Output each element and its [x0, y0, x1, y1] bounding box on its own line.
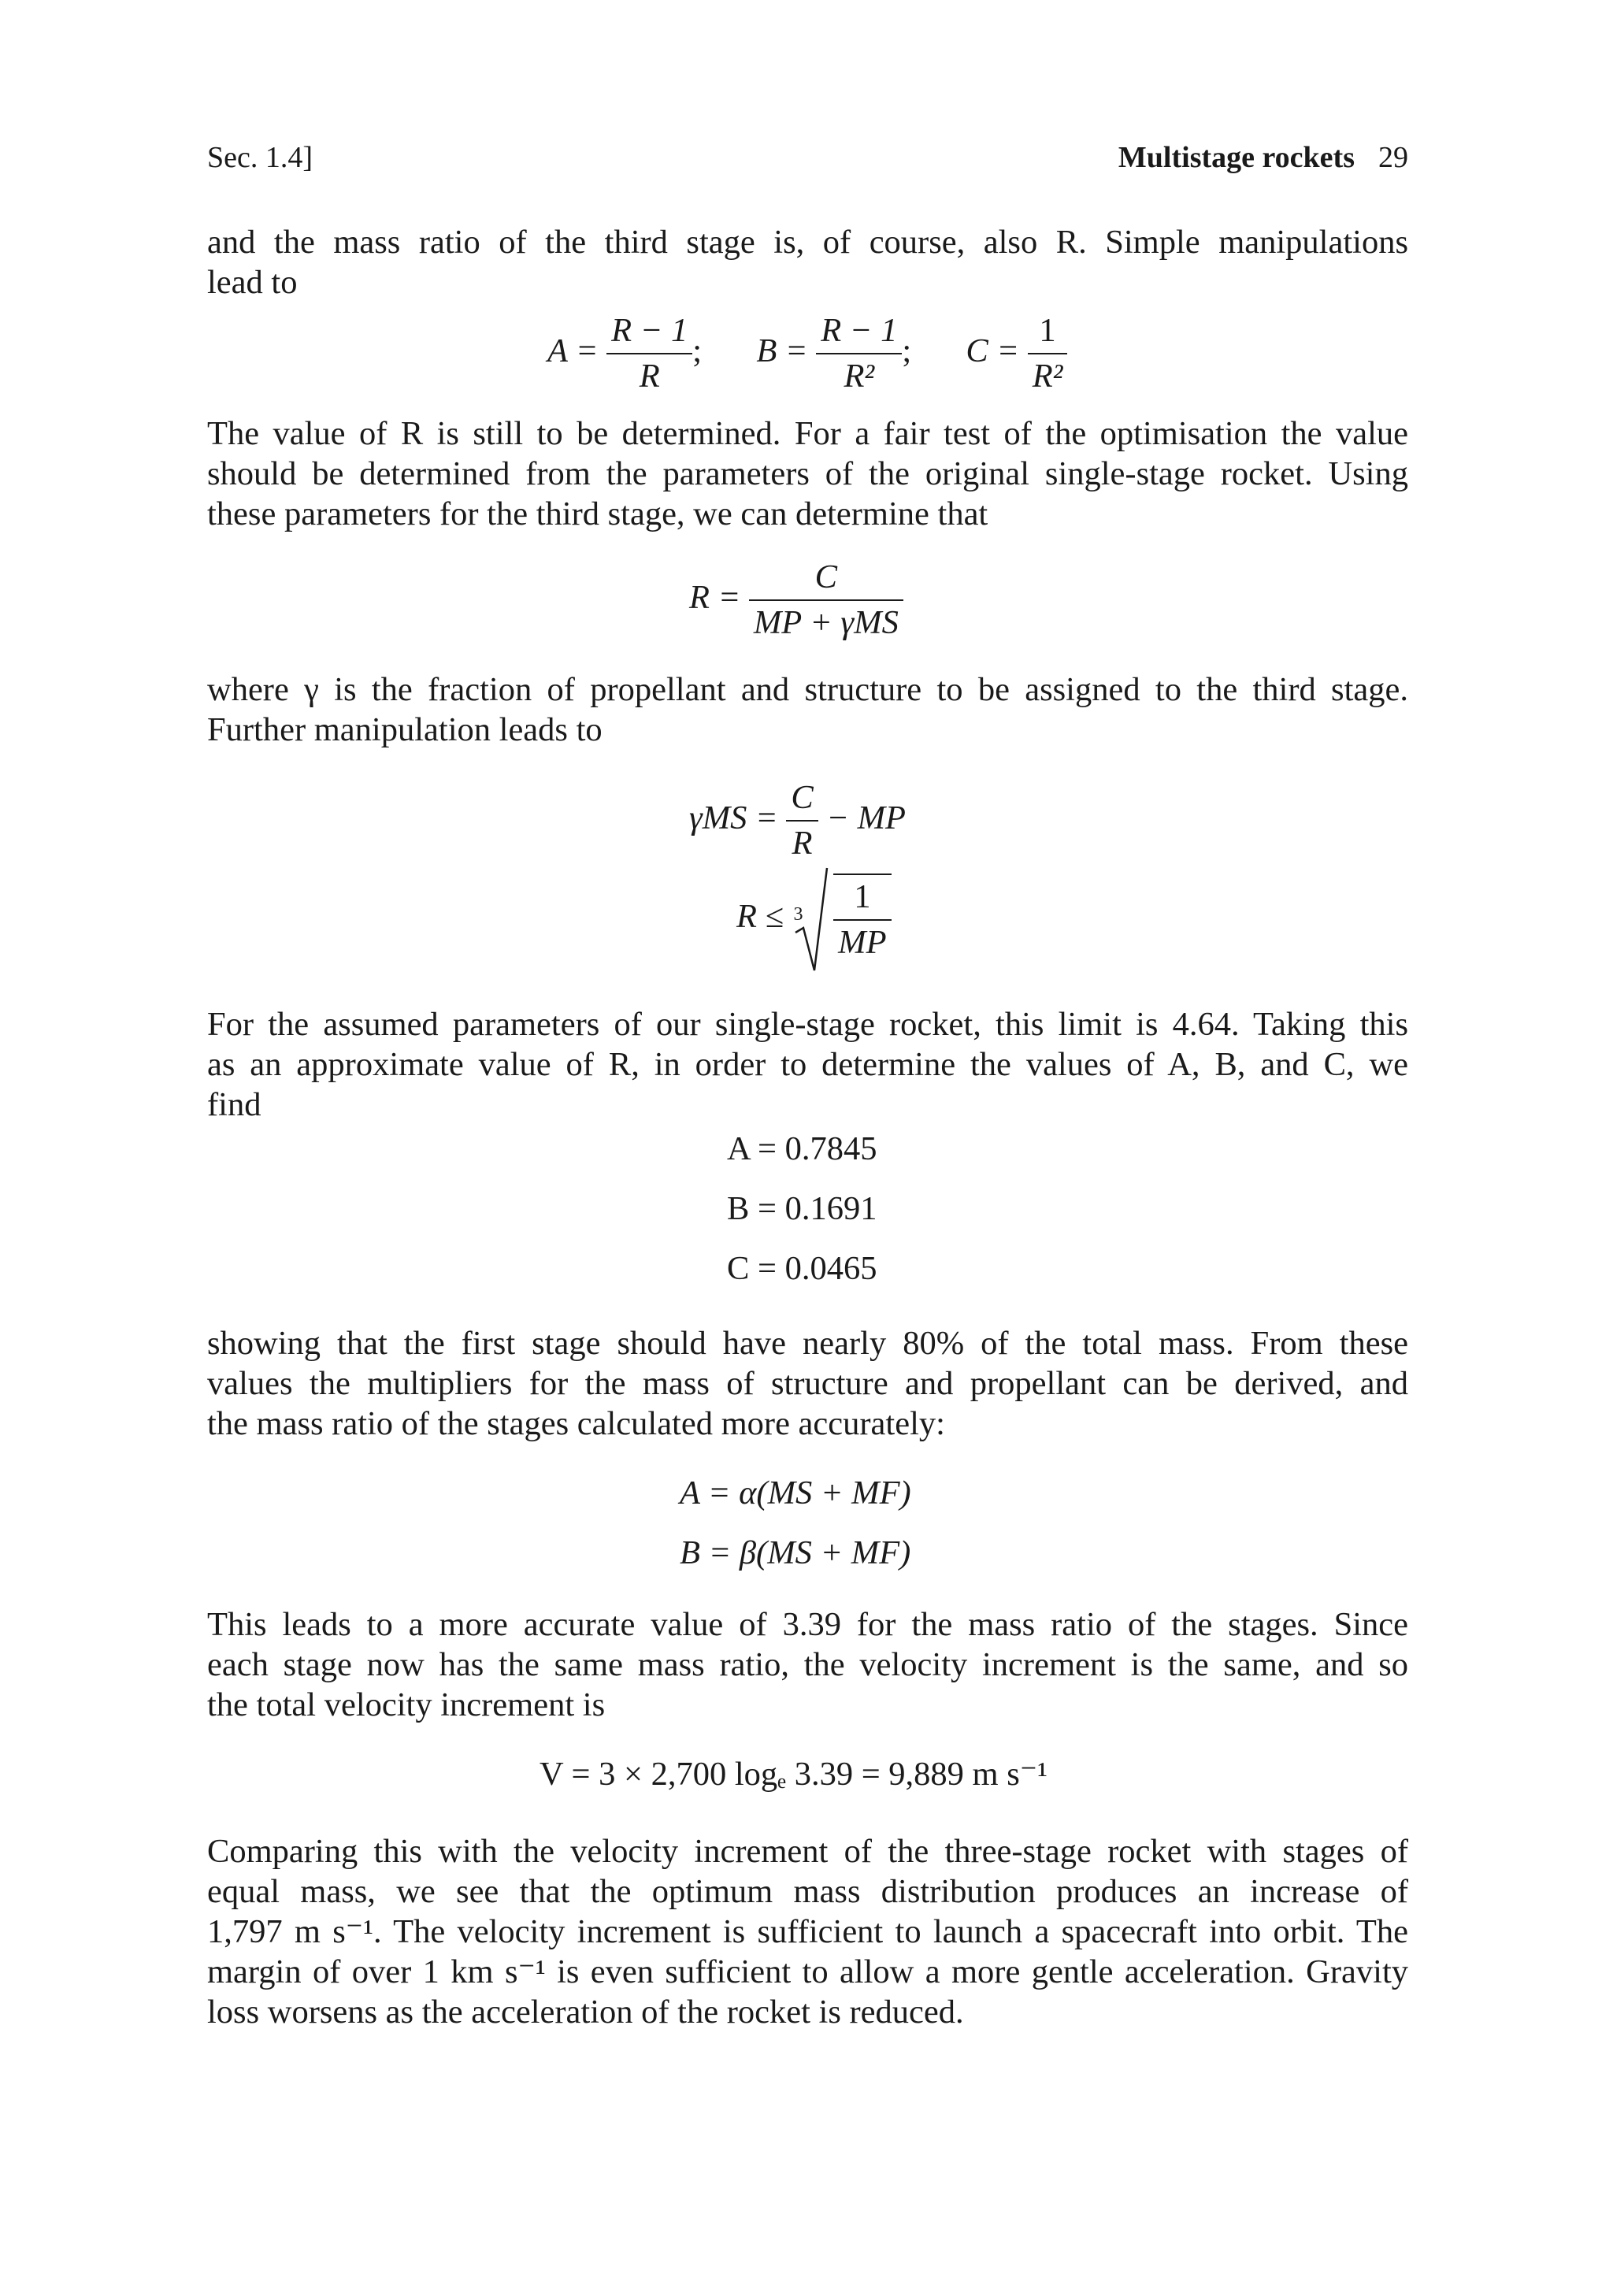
- eq-gamma-lhs: γMS =: [689, 799, 778, 836]
- running-title: Multistage rockets: [1118, 141, 1355, 174]
- text-line: 1,797 m s⁻¹. The velocity increment is sufficient to launch a spacecraft into orbit. The: [207, 1913, 1408, 1950]
- fraction-denominator: R²: [844, 358, 875, 395]
- text-line: Further manipulation leads to: [207, 711, 603, 748]
- eq-b-label: B =: [756, 332, 808, 369]
- text-line: For the assumed parameters of our single-stage rocket, this limit is 4.64. Taking this: [207, 1006, 1408, 1043]
- eq-gamma-rhs: − MP: [826, 799, 906, 836]
- running-title-group: [1118, 140, 1408, 175]
- text-line: as an approximate value of R, in order to determine the values of A, B, and C, we: [207, 1046, 1408, 1083]
- fraction-numerator: 1: [833, 875, 891, 921]
- text-line: the mass ratio of the stages calculated more accurately:: [207, 1405, 945, 1442]
- equation-beta: B = β(MS + MF): [680, 1534, 911, 1571]
- fraction-r: [749, 555, 903, 645]
- equation-abc: [547, 309, 1067, 399]
- fraction-denominator: R: [639, 358, 660, 395]
- paragraph-7: [207, 1831, 1408, 2032]
- text-line: showing that the first stage should have nearly 80% of the total mass. From these: [207, 1325, 1408, 1362]
- text-line: the total velocity increment is: [207, 1686, 606, 1723]
- page-number: 29: [1378, 141, 1408, 174]
- root-index: 3: [793, 904, 803, 925]
- text-line: This leads to a more accurate value of 3.39 for the mass ratio of the stages. Since: [207, 1606, 1408, 1643]
- paragraph-4: [207, 1004, 1408, 1125]
- text-line: margin of over 1 km s⁻¹ is even sufficient to allow a more gentle acceleration. Gravity: [207, 1953, 1408, 1990]
- text-line: each stage now has the same mass ratio, the velocity increment is the same, and so: [207, 1646, 1408, 1683]
- text-line: Comparing this with the velocity increment of the three-stage rocket with stages of: [207, 1833, 1408, 1870]
- separator: ;: [902, 332, 912, 369]
- text-line: should be determined from the parameters of the original single-stage rocket. Using: [207, 455, 1408, 492]
- value-b: B = 0.1691: [727, 1190, 877, 1227]
- eq-a-label: A =: [547, 332, 599, 369]
- paragraph-6: [207, 1604, 1408, 1725]
- paragraph-1: [207, 222, 1408, 302]
- section-label: Sec. 1.4]: [207, 141, 313, 174]
- fraction-c: [1028, 309, 1068, 399]
- text-line: lead to: [207, 264, 298, 301]
- eq-r-lhs: R =: [689, 578, 741, 616]
- equation-velocity: V = 3 × 2,700 logₑ 3.39 = 9,889 m s⁻¹: [540, 1756, 1048, 1793]
- equation-r: [689, 555, 903, 645]
- text-line: equal mass, we see that the optimum mass distribution produces an increase of: [207, 1873, 1408, 1910]
- fraction-limit: [833, 874, 891, 965]
- fraction-b: [816, 309, 902, 399]
- fraction-numerator: R − 1: [816, 309, 902, 354]
- fraction-denominator: MP: [838, 924, 887, 961]
- text-line: The value of R is still to be determined. For a fair test of the optimisation the value: [207, 415, 1408, 452]
- fraction-gamma: [786, 776, 818, 866]
- fraction-numerator: C: [749, 555, 903, 601]
- value-a: A = 0.7845: [727, 1130, 877, 1167]
- equation-alpha: A = α(MS + MF): [680, 1474, 911, 1512]
- text-line: loss worsens as the acceleration of the rocket is reduced.: [207, 1994, 964, 2031]
- paragraph-5: [207, 1323, 1408, 1444]
- eq-c-label: C =: [966, 332, 1020, 369]
- paragraph-3: [207, 670, 1408, 750]
- paragraph-2: [207, 414, 1408, 534]
- text-line: values the multipliers for the mass of structure and propellant can be derived, and: [207, 1365, 1408, 1402]
- text-line: find: [207, 1086, 261, 1123]
- fraction-denominator: R: [792, 825, 813, 862]
- separator: ;: [692, 332, 703, 369]
- fraction-numerator: C: [786, 776, 818, 822]
- text-line: these parameters for the third stage, we can determine that: [207, 495, 988, 532]
- fraction-numerator: 1: [1028, 309, 1068, 354]
- fraction-denominator: MP + γMS: [753, 604, 899, 641]
- fraction-numerator: R − 1: [606, 309, 692, 354]
- text-line: and the mass ratio of the third stage is, of course, also R. Simple manipulations: [207, 224, 1408, 261]
- value-c: C = 0.0465: [727, 1250, 877, 1287]
- page: [207, 0, 1408, 2296]
- equation-limit: [736, 865, 892, 974]
- running-head: [207, 140, 1408, 184]
- cube-root: [792, 865, 892, 974]
- fraction-denominator: R²: [1032, 358, 1063, 395]
- fraction-a: [606, 309, 692, 399]
- eq-limit-lhs: R ≤: [736, 897, 784, 935]
- equation-gamma: [689, 776, 906, 866]
- text-line: where γ is the fraction of propellant and structure to be assigned to the third stage.: [207, 671, 1408, 708]
